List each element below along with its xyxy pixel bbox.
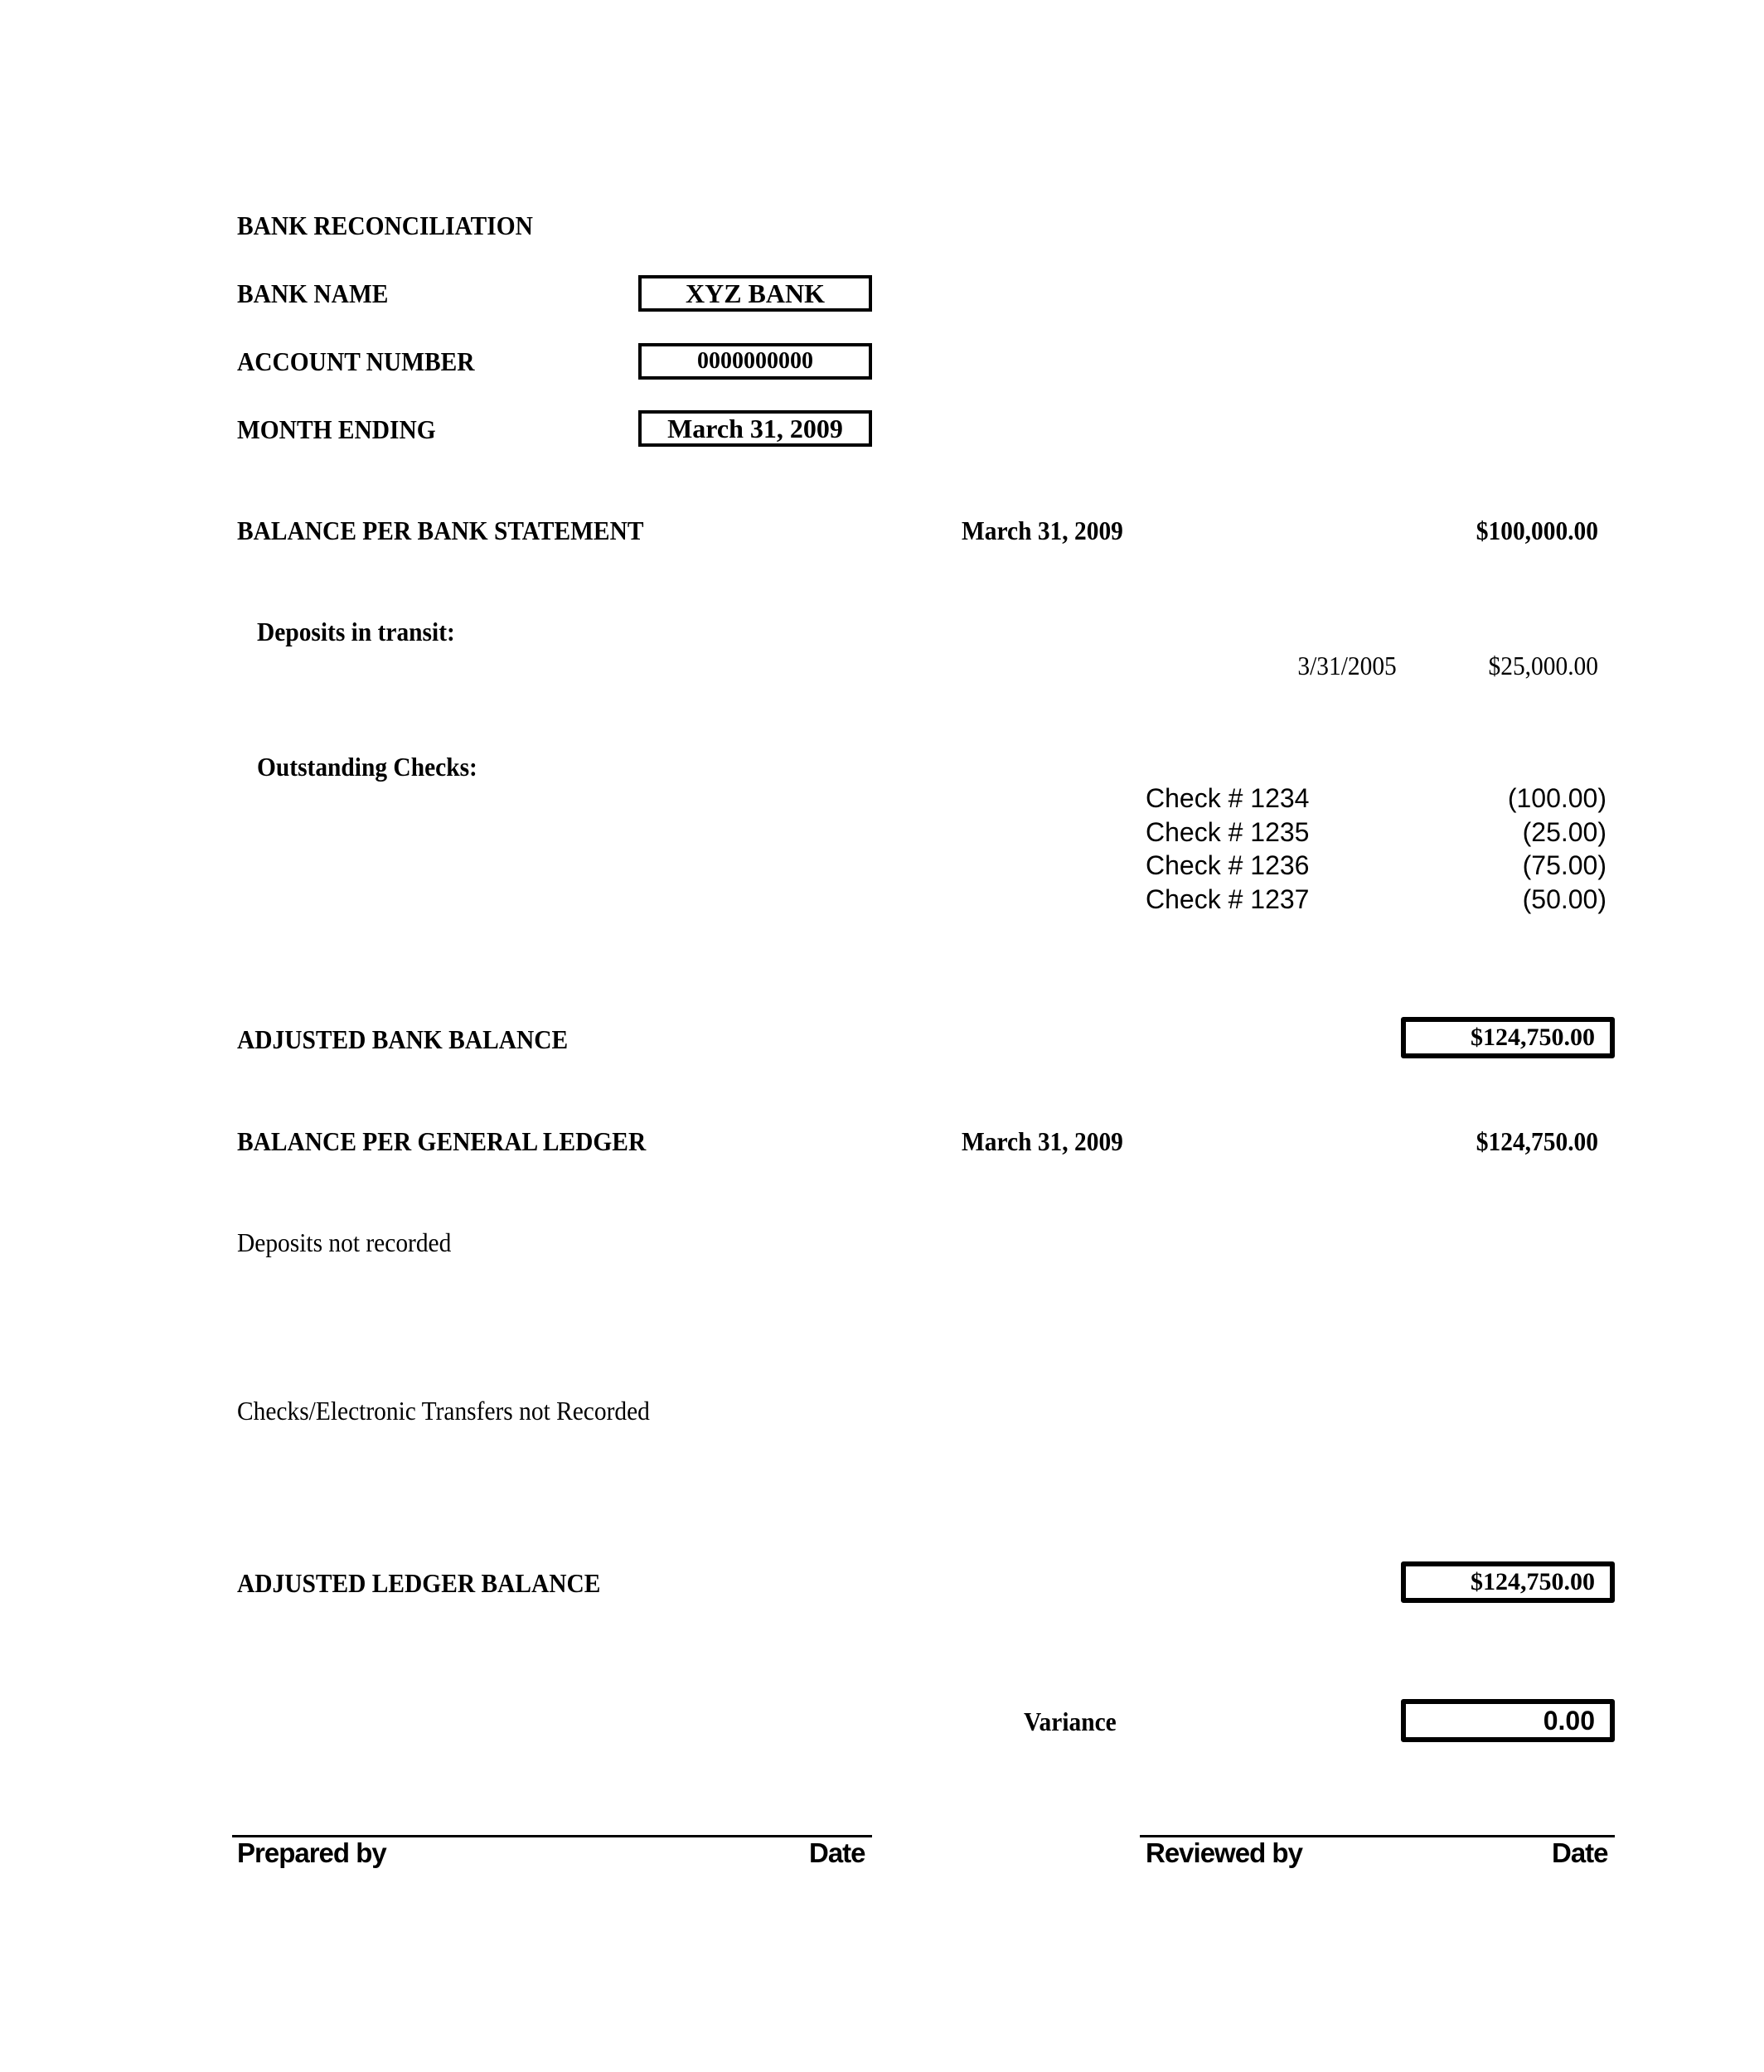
ledger-date: March 31, 2009 (962, 1126, 1123, 1156)
check-amount: (75.00) (1522, 850, 1606, 880)
account-number-label: ACCOUNT NUMBER (237, 346, 475, 376)
adjusted-bank-balance-value: $124,750.00 (1471, 1024, 1595, 1051)
check-amount: (50.00) (1522, 884, 1606, 914)
prepared-date-label: Date (809, 1837, 865, 1868)
adjusted-ledger-balance-value: $124,750.00 (1471, 1568, 1595, 1595)
reviewed-date-label: Date (1552, 1837, 1608, 1868)
month-ending-label: MONTH ENDING (237, 414, 436, 444)
outstanding-checks-label: Outstanding Checks: (257, 752, 477, 782)
deposits-not-recorded-label: Deposits not recorded (237, 1227, 452, 1257)
adjusted-ledger-balance-label: ADJUSTED LEDGER BALANCE (237, 1568, 601, 1598)
account-number-field[interactable] (638, 343, 872, 380)
bank-statement-date: March 31, 2009 (962, 516, 1123, 545)
variance-label: Variance (1024, 1706, 1117, 1736)
deposit-in-transit-amount: $25,000.00 (1488, 651, 1598, 680)
bank-name-label: BANK NAME (237, 278, 389, 308)
ledger-amount: $124,750.00 (1476, 1126, 1598, 1156)
variance-box (1401, 1699, 1615, 1742)
month-ending-field[interactable] (638, 410, 872, 447)
prepared-by-label: Prepared by (237, 1837, 386, 1868)
account-number-value: 0000000000 (697, 348, 813, 374)
page-title: BANK RECONCILIATION (237, 211, 533, 240)
bank-statement-amount: $100,000.00 (1476, 516, 1598, 545)
check-amount: (100.00) (1507, 783, 1606, 813)
check-amount: (25.00) (1522, 817, 1606, 847)
deposits-in-transit-label: Deposits in transit: (257, 617, 455, 646)
check-label: Check # 1235 (1146, 817, 1310, 847)
adjusted-bank-balance-label: ADJUSTED BANK BALANCE (237, 1024, 569, 1054)
bank-name-field[interactable] (638, 275, 872, 312)
month-ending-value: March 31, 2009 (667, 414, 843, 443)
bank-name-value: XYZ BANK (685, 278, 825, 308)
check-label: Check # 1236 (1146, 850, 1310, 880)
reviewed-by-label: Reviewed by (1146, 1837, 1302, 1868)
balance-per-bank-label: BALANCE PER BANK STATEMENT (237, 516, 644, 545)
checks-not-recorded-label: Checks/Electronic Transfers not Recorded (237, 1396, 650, 1426)
check-label: Check # 1237 (1146, 884, 1310, 914)
balance-per-ledger-label: BALANCE PER GENERAL LEDGER (237, 1126, 647, 1156)
adjusted-bank-balance-box (1401, 1017, 1615, 1058)
deposit-in-transit-date: 3/31/2005 (1297, 651, 1397, 680)
variance-value: 0.00 (1543, 1706, 1595, 1736)
check-label: Check # 1234 (1146, 783, 1310, 813)
adjusted-ledger-balance-box (1401, 1561, 1615, 1603)
